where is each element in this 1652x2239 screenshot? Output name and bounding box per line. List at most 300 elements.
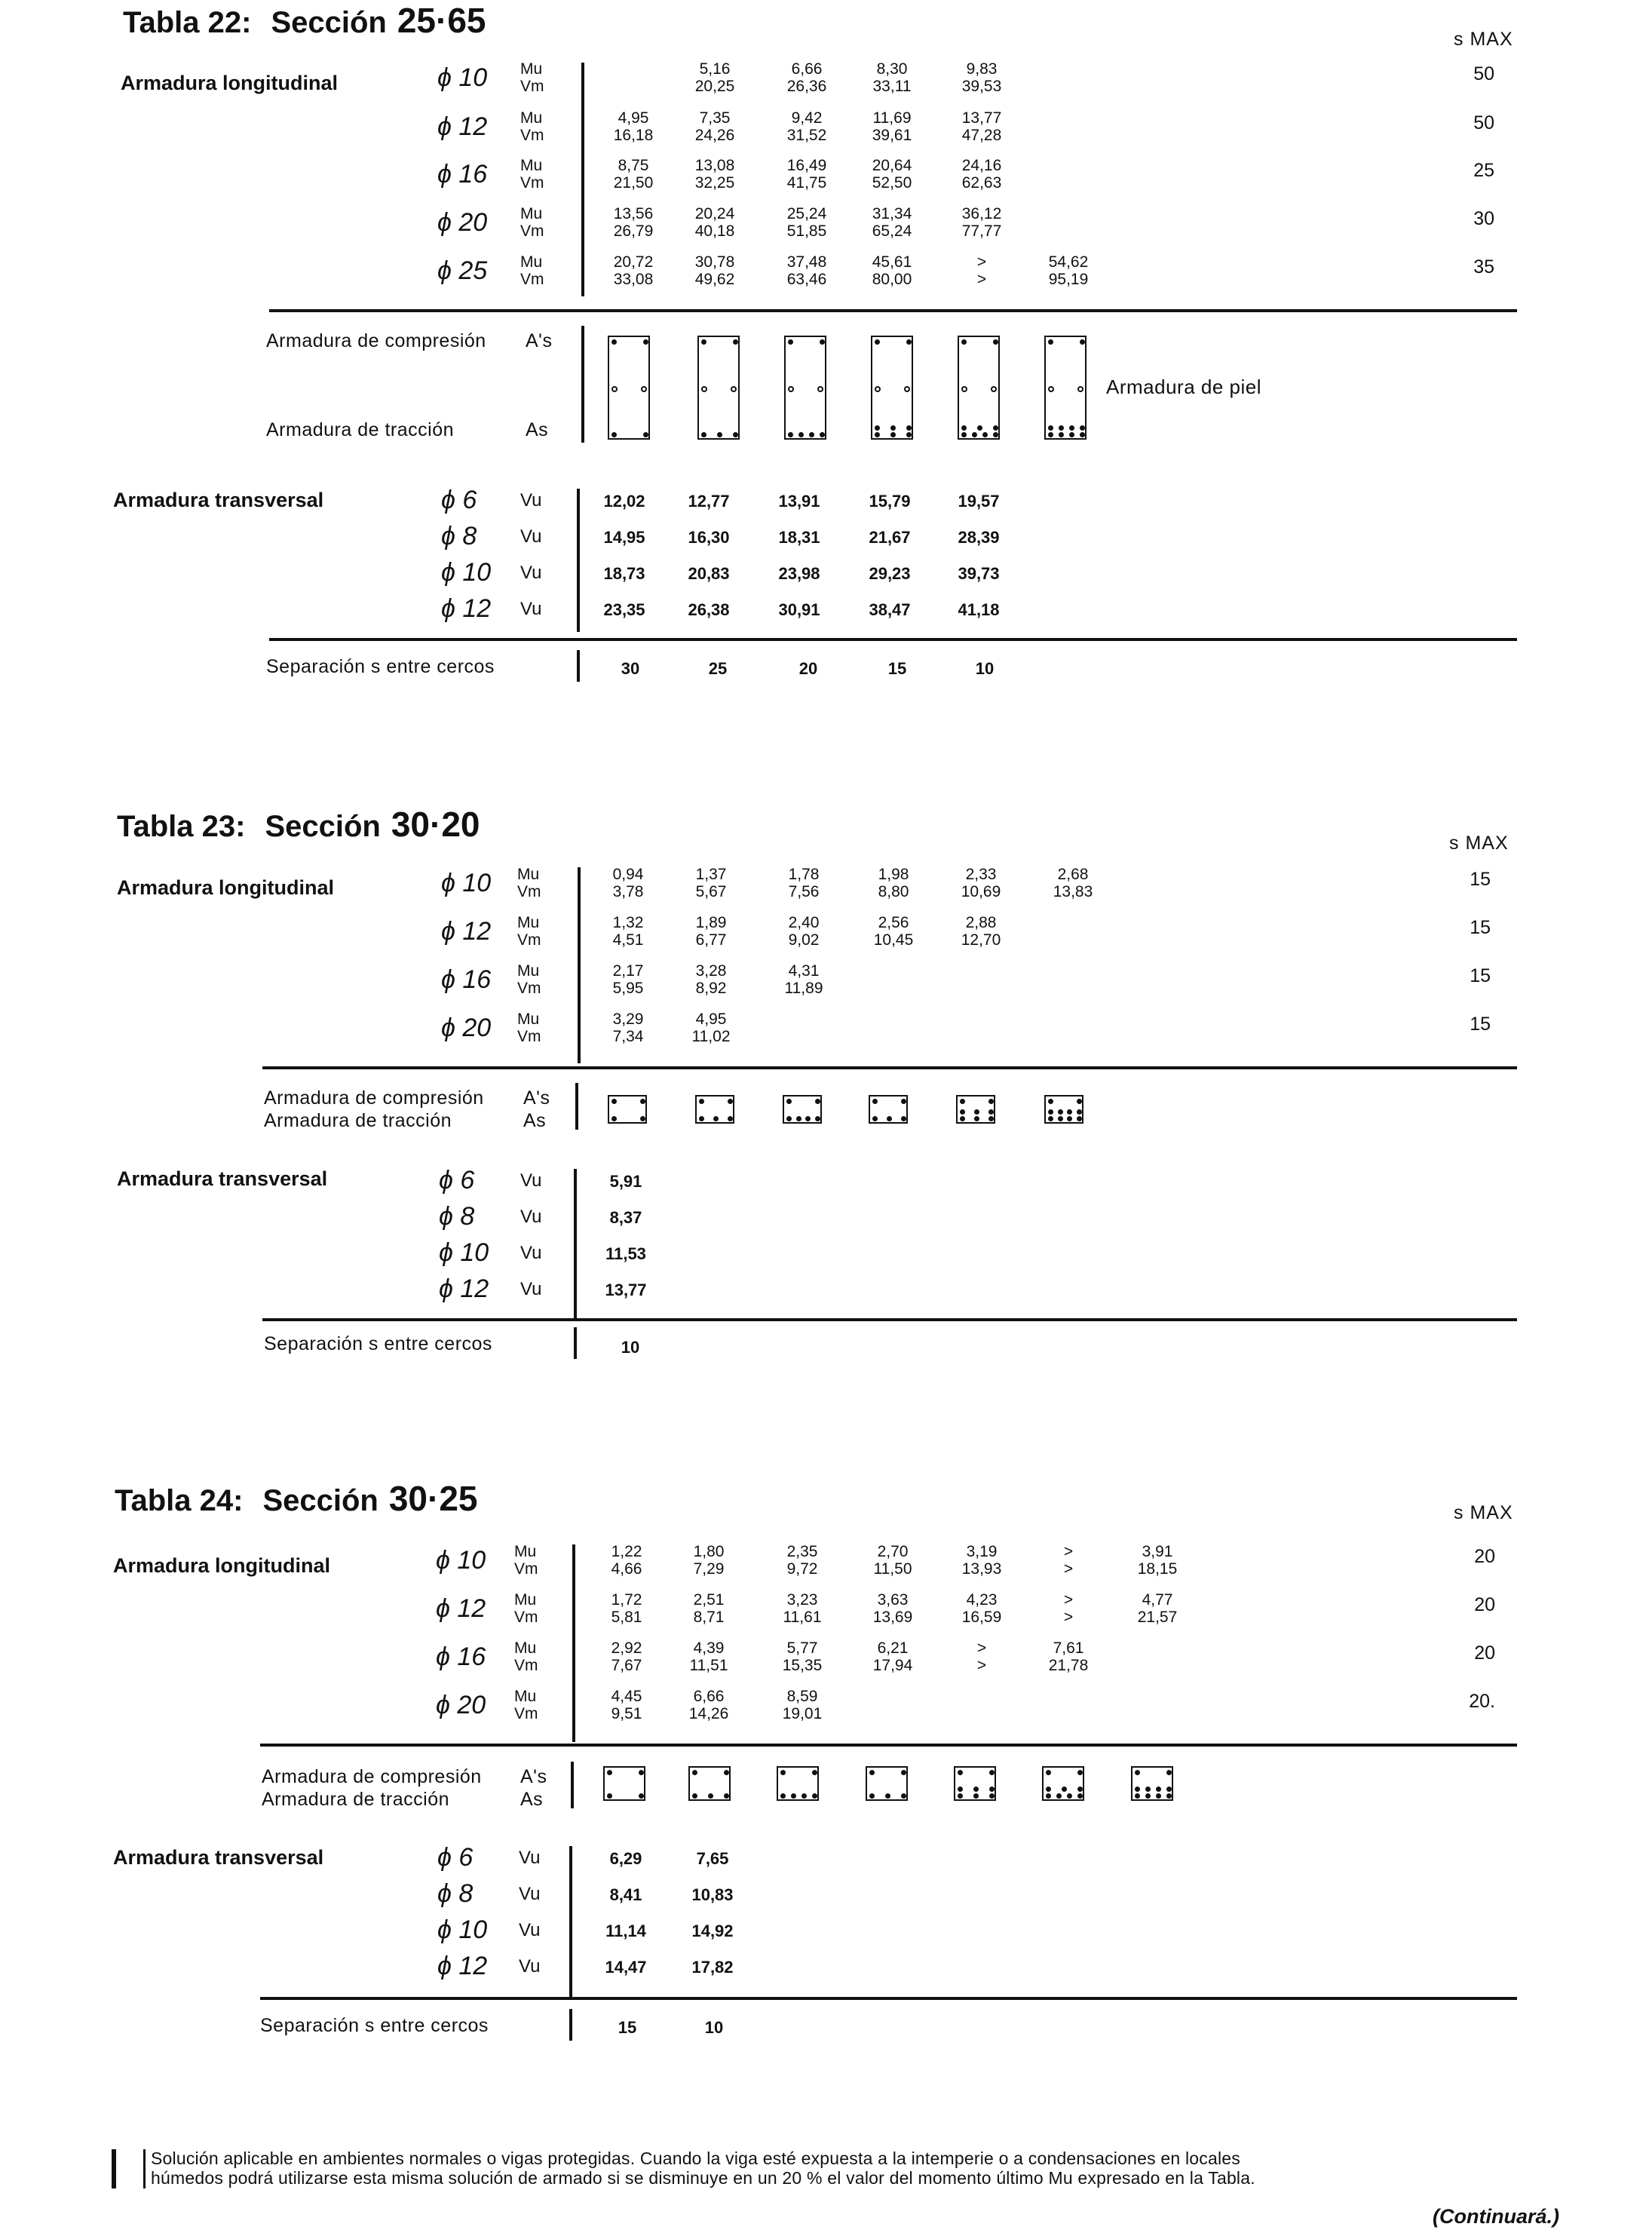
value-cell — [851, 205, 933, 240]
vm-value: 8,92 — [695, 980, 727, 997]
mu-value: 0,94 — [612, 866, 644, 883]
rebar-dot — [890, 432, 896, 437]
rebar-dot — [875, 339, 880, 345]
mu-label: Mu — [520, 60, 543, 78]
mu-value: 11,69 — [872, 109, 912, 127]
value-cell — [940, 109, 1023, 144]
rebar-dot — [1048, 1099, 1053, 1104]
vm-value: 11,51 — [689, 1657, 728, 1674]
horizontal-rule — [269, 638, 1517, 641]
vu-value: 30,91 — [778, 600, 820, 619]
table-number: Tabla 23: — [117, 810, 246, 843]
vu-label: Vu — [520, 526, 542, 547]
vu-value: 12,02 — [603, 492, 645, 511]
vm-value: 41,75 — [786, 174, 827, 192]
beam-section-diagram — [608, 336, 650, 440]
rebar-dot — [901, 1099, 906, 1104]
vu-label: Vu — [519, 1956, 541, 1977]
vm-value: 77,77 — [961, 222, 1002, 240]
rebar-dot — [993, 425, 998, 431]
rebar-dot — [872, 1116, 878, 1121]
section-dimensions: 30·25 — [388, 1479, 478, 1518]
value-cell — [1116, 1591, 1199, 1626]
mu-value: 5,16 — [699, 60, 731, 78]
rebar-dot — [820, 432, 825, 437]
vm-value: 4,51 — [612, 931, 644, 949]
vu-value: 15,79 — [869, 492, 911, 511]
mu-value: 25,24 — [786, 205, 827, 222]
diameter-label: ϕ 25 — [437, 256, 488, 285]
rebar-dot — [960, 1109, 965, 1115]
rebar-dot — [988, 1109, 994, 1115]
mu-value: 1,32 — [612, 914, 644, 931]
traction-label: Armadura de tracción — [264, 1110, 452, 1131]
vu-label: Vu — [520, 563, 542, 583]
vm-value: 32,25 — [694, 174, 735, 192]
table-23-title — [117, 804, 480, 845]
vm-value: 9,02 — [788, 931, 820, 949]
value-cell — [587, 914, 670, 949]
vm-label: Vm — [520, 222, 544, 240]
value-cell — [852, 866, 935, 900]
rebar-dot — [611, 1116, 617, 1121]
rebar-dot — [611, 432, 617, 437]
mu-value: 4,95 — [618, 109, 649, 127]
rebar-dot — [977, 425, 982, 431]
horizontal-rule — [260, 1997, 1517, 2000]
rebar-dot — [960, 1099, 965, 1104]
compression-label: Armadura de compresión — [264, 1087, 484, 1109]
rebar-dot — [731, 386, 737, 392]
footnote-bracket — [143, 2149, 146, 2188]
rebar-dot — [901, 1793, 906, 1799]
vm-label: Vm — [520, 78, 544, 95]
beam-section-diagram — [954, 1766, 996, 1801]
vm-value: 7,29 — [693, 1560, 725, 1578]
rebar-dot — [1166, 1770, 1172, 1775]
rebar-dot — [906, 425, 912, 431]
vu-value: 39,73 — [958, 564, 1000, 583]
vm-value: 47,28 — [961, 127, 1002, 144]
vm-value: 51,85 — [786, 222, 827, 240]
mu-label: Mu — [520, 205, 543, 222]
mu-value: 9,42 — [791, 109, 823, 127]
vm-value: 7,34 — [612, 1028, 644, 1045]
mu-vm-labels — [514, 1543, 538, 1578]
vu-value: 23,98 — [778, 564, 820, 583]
smax-value: 35 — [1473, 256, 1494, 278]
diameter-label: ϕ 16 — [441, 965, 492, 994]
mu-label: Mu — [517, 1011, 540, 1028]
mu-vm-labels — [520, 60, 544, 95]
mu-value: 1,22 — [611, 1543, 642, 1560]
mu-vm-labels — [520, 253, 544, 288]
value-cell — [940, 60, 1023, 95]
value-cell — [592, 109, 675, 144]
vm-value: 9,51 — [611, 1705, 642, 1722]
rebar-dot — [1135, 1793, 1140, 1799]
vm-value: 5,67 — [695, 883, 727, 900]
vm-value: 39,53 — [961, 78, 1002, 95]
mu-value: 3,23 — [786, 1591, 818, 1609]
mu-label: Mu — [517, 866, 540, 883]
mu-value: > — [1063, 1543, 1074, 1560]
footnote-bar — [112, 2149, 116, 2188]
rebar-dot — [805, 1116, 811, 1121]
rebar-dot — [1080, 339, 1085, 345]
mu-value: 2,33 — [965, 866, 997, 883]
traction-symbol: As — [520, 1789, 544, 1810]
vu-label: Vu — [520, 1170, 542, 1191]
vm-value: 33,11 — [872, 78, 912, 95]
vm-value: 11,50 — [873, 1560, 912, 1578]
vu-value: 14,92 — [691, 1922, 734, 1940]
vm-value: 49,62 — [694, 271, 735, 288]
vu-value: 7,65 — [696, 1849, 729, 1868]
rebar-dot — [1166, 1787, 1172, 1792]
diameter-label: ϕ 12 — [436, 1594, 486, 1623]
vm-label: Vm — [514, 1657, 538, 1674]
vm-value: 20,25 — [694, 78, 735, 95]
mu-value: 9,83 — [966, 60, 998, 78]
beam-section-diagram — [866, 1766, 908, 1801]
vu-label: Vu — [520, 1207, 542, 1227]
smax-value: 20. — [1469, 1691, 1495, 1712]
smax-value: 15 — [1470, 917, 1491, 938]
vu-value: 11,14 — [605, 1922, 646, 1940]
mu-value: 20,64 — [872, 157, 912, 174]
footnote-line-1: Solución aplicable en ambientes normales o vigas protegidas. Cuando la viga esté expuesta a la intemperie o a condensaciones en locales — [151, 2149, 1240, 2168]
diameter-label: ϕ 20 — [441, 1014, 492, 1042]
rebar-dot — [1046, 1787, 1051, 1792]
rebar-dot — [1166, 1793, 1172, 1799]
rebar-dot — [701, 339, 706, 345]
value-cell — [1027, 1591, 1110, 1626]
value-cell — [1027, 1543, 1110, 1578]
mu-value: 7,35 — [699, 109, 731, 127]
mu-label: Mu — [514, 1639, 537, 1657]
rebar-dot — [958, 1787, 963, 1792]
rebar-dot — [728, 1116, 733, 1121]
rebar-dot — [1145, 1793, 1151, 1799]
rebar-dot — [786, 1116, 792, 1121]
value-cell — [765, 205, 848, 240]
mu-vm-labels — [514, 1591, 538, 1626]
vu-value: 18,31 — [778, 528, 820, 547]
separation-value: 20 — [798, 659, 818, 678]
diameter-label: ϕ 12 — [439, 1274, 489, 1303]
vm-label: Vm — [520, 127, 544, 144]
rebar-dot — [961, 386, 967, 392]
rebar-dot — [961, 432, 967, 437]
section-word: Sección — [265, 810, 381, 843]
compression-symbol: A's — [523, 1087, 550, 1109]
vm-value: 62,63 — [961, 174, 1002, 192]
mu-vm-labels — [514, 1639, 538, 1674]
vu-label: Vu — [519, 1848, 541, 1868]
trans-label: Armadura transversal — [113, 1846, 324, 1869]
value-cell — [670, 962, 752, 997]
vertical-rule — [581, 326, 584, 443]
diameter-label: ϕ 16 — [436, 1642, 486, 1671]
value-cell — [667, 1688, 750, 1722]
compression-symbol: A's — [520, 1766, 547, 1787]
mu-value: 6,66 — [693, 1688, 725, 1705]
footnote-line-2: húmedos podrá utilizarse esta misma solución de armado si se disminuye en un 20 % el valor del momento último Mu expresado en la Tabla. — [151, 2168, 1255, 2188]
separation-value: 10 — [704, 2018, 724, 2037]
vu-value: 21,67 — [869, 528, 911, 547]
separation-value: 30 — [621, 659, 640, 678]
table-22-title — [123, 0, 486, 41]
vertical-rule — [575, 1083, 578, 1130]
vu-value: 14,47 — [605, 1958, 647, 1977]
beam-section-diagram — [958, 336, 1000, 440]
rebar-dot — [701, 432, 706, 437]
mu-label: Mu — [517, 914, 540, 931]
value-cell — [762, 962, 845, 997]
value-cell — [667, 1543, 750, 1578]
beam-section-diagram — [1044, 1095, 1083, 1124]
sep-label: Separación s entre cercos — [266, 656, 495, 677]
compression-label: Armadura de compresión — [262, 1766, 482, 1787]
mu-value: 4,95 — [695, 1011, 727, 1028]
rebar-dot — [639, 1793, 644, 1799]
rebar-dot — [993, 339, 998, 345]
rebar-dot — [611, 1099, 617, 1104]
rebar-dot — [1069, 432, 1074, 437]
vu-value: 12,77 — [688, 492, 730, 511]
vu-value: 18,73 — [603, 564, 645, 583]
diameter-label: ϕ 10 — [437, 63, 488, 92]
mu-value: 8,75 — [618, 157, 649, 174]
value-cell — [587, 1011, 670, 1045]
rebar-dot — [1077, 1099, 1082, 1104]
rebar-dot — [701, 386, 707, 392]
diameter-label: ϕ 12 — [441, 917, 492, 946]
vm-value: 19,01 — [782, 1705, 823, 1722]
vu-value: 5,91 — [609, 1172, 642, 1191]
vu-value: 17,82 — [691, 1958, 734, 1977]
mu-value: 13,77 — [961, 109, 1002, 127]
mu-value: 2,88 — [965, 914, 997, 931]
separation-value: 15 — [887, 659, 907, 678]
diameter-label: ϕ 6 — [437, 1843, 474, 1872]
value-cell — [585, 1639, 668, 1674]
vm-label: Vm — [517, 931, 541, 949]
rebar-dot — [1048, 425, 1053, 431]
section-word: Sección — [271, 6, 387, 39]
vm-value: 26,36 — [786, 78, 827, 95]
vu-label: Vu — [520, 1279, 542, 1299]
trans-label: Armadura transversal — [113, 489, 324, 511]
value-cell — [585, 1591, 668, 1626]
rebar-dot — [812, 1793, 817, 1799]
vu-value: 8,41 — [609, 1885, 642, 1904]
rebar-dot — [1046, 1770, 1051, 1775]
rebar-dot — [1135, 1770, 1140, 1775]
rebar-dot — [788, 432, 793, 437]
rebar-dot — [875, 432, 880, 437]
rebar-dot — [1048, 386, 1054, 392]
diameter-label: ϕ 6 — [441, 486, 477, 514]
skin-reinforcement-label: Armadura de piel — [1106, 376, 1261, 398]
beam-section-diagram — [784, 336, 826, 440]
vertical-rule — [574, 1169, 577, 1318]
value-cell — [673, 205, 756, 240]
mu-value: 30,78 — [694, 253, 735, 271]
mu-label: Mu — [514, 1688, 537, 1705]
smax-header: s MAX — [1449, 833, 1509, 854]
diameter-label: ϕ 10 — [436, 1546, 486, 1575]
value-cell — [587, 962, 670, 997]
vm-value: 95,19 — [1048, 271, 1089, 288]
mu-value: 3,63 — [877, 1591, 909, 1609]
diameter-label: ϕ 10 — [441, 869, 492, 897]
vm-value: 24,26 — [694, 127, 735, 144]
beam-section-diagram — [783, 1095, 822, 1124]
rebar-dot — [961, 339, 967, 345]
value-cell — [852, 914, 935, 949]
horizontal-rule — [262, 1318, 1517, 1321]
value-cell — [940, 1543, 1023, 1578]
compression-label: Armadura de compresión — [266, 330, 486, 351]
long-label: Armadura longitudinal — [117, 876, 335, 899]
vu-value: 26,38 — [688, 600, 730, 619]
value-cell — [851, 253, 933, 288]
value-cell — [765, 60, 848, 95]
value-cell — [670, 914, 752, 949]
rebar-dot — [993, 432, 998, 437]
vm-label: Vm — [520, 174, 544, 192]
mu-value: 2,35 — [786, 1543, 818, 1560]
rebar-dot — [641, 386, 647, 392]
traction-symbol: As — [523, 1110, 547, 1131]
mu-value: 1,80 — [693, 1543, 725, 1560]
horizontal-rule — [260, 1744, 1517, 1747]
mu-label: Mu — [517, 962, 540, 980]
rebar-dot — [1156, 1793, 1161, 1799]
smax-value: 25 — [1473, 160, 1494, 181]
vm-value: 11,61 — [783, 1609, 822, 1626]
mu-value: 13,56 — [613, 205, 654, 222]
vertical-rule — [578, 867, 581, 1063]
vm-value: 21,50 — [613, 174, 654, 192]
vm-label: Vm — [517, 980, 541, 997]
vu-value: 13,77 — [605, 1281, 647, 1299]
rebar-dot — [643, 432, 648, 437]
rebar-dot — [817, 386, 823, 392]
value-cell — [673, 157, 756, 192]
rebar-dot — [872, 1099, 878, 1104]
mu-value: 24,16 — [961, 157, 1002, 174]
rebar-dot — [1156, 1787, 1161, 1792]
mu-value: 8,30 — [876, 60, 908, 78]
value-cell — [940, 157, 1023, 192]
mu-vm-labels — [517, 962, 541, 997]
value-cell — [761, 1591, 844, 1626]
mu-value: 2,17 — [612, 962, 644, 980]
vm-value: 39,61 — [872, 127, 912, 144]
rebar-dot — [1046, 1793, 1051, 1799]
vm-value: 65,24 — [872, 222, 912, 240]
value-cell — [939, 914, 1022, 949]
mu-value: 2,92 — [611, 1639, 642, 1657]
value-cell — [851, 109, 933, 144]
rebar-dot — [901, 1116, 906, 1121]
mu-value: 5,77 — [786, 1639, 818, 1657]
rebar-dot — [798, 432, 804, 437]
mu-value: 2,68 — [1057, 866, 1089, 883]
rebar-dot — [796, 1116, 801, 1121]
rebar-dot — [1062, 1787, 1067, 1792]
vertical-rule — [577, 489, 580, 632]
vu-value: 10,83 — [691, 1885, 734, 1904]
rebar-dot — [728, 1099, 733, 1104]
traction-symbol: As — [526, 419, 549, 440]
rebar-dot — [887, 1116, 892, 1121]
mu-value: 3,19 — [966, 1543, 998, 1560]
value-cell — [851, 1591, 934, 1626]
vm-value: 7,67 — [611, 1657, 642, 1674]
rebar-dot — [989, 1787, 995, 1792]
rebar-dot — [780, 1770, 786, 1775]
rebar-dot — [699, 1116, 704, 1121]
vu-label: Vu — [519, 1920, 541, 1940]
mu-vm-labels — [517, 866, 541, 900]
vu-value: 38,47 — [869, 600, 911, 619]
vm-value: > — [1063, 1560, 1074, 1578]
value-cell — [939, 866, 1022, 900]
mu-value: 4,39 — [693, 1639, 725, 1657]
rebar-dot — [1135, 1787, 1140, 1792]
vu-value: 8,37 — [609, 1208, 642, 1227]
diameter-label: ϕ 16 — [437, 160, 488, 189]
rebar-dot — [815, 1116, 820, 1121]
vu-label: Vu — [520, 490, 542, 511]
rebar-dot — [1145, 1787, 1151, 1792]
value-cell — [670, 866, 752, 900]
smax-value: 15 — [1470, 869, 1491, 890]
rebar-dot — [639, 1770, 644, 1775]
rebar-dot — [1056, 1793, 1062, 1799]
vm-value: 3,78 — [612, 883, 644, 900]
mu-value: 13,08 — [694, 157, 735, 174]
mu-label: Mu — [520, 157, 543, 174]
diameter-label: ϕ 8 — [437, 1879, 474, 1908]
trans-label: Armadura transversal — [117, 1167, 328, 1190]
mu-value: 6,21 — [877, 1639, 909, 1657]
mu-label: Mu — [520, 253, 543, 271]
rebar-dot — [820, 339, 825, 345]
mu-value: > — [976, 253, 987, 271]
rebar-dot — [713, 1116, 719, 1121]
rebar-dot — [699, 1099, 704, 1104]
rebar-dot — [989, 1793, 995, 1799]
beam-section-diagram — [1044, 336, 1087, 440]
value-cell — [851, 1543, 934, 1578]
value-cell — [765, 157, 848, 192]
value-cell — [592, 253, 675, 288]
vm-value: 10,69 — [961, 883, 1001, 900]
rebar-dot — [1048, 432, 1053, 437]
vm-value: > — [976, 271, 987, 288]
value-cell — [940, 205, 1023, 240]
separation-value: 25 — [708, 659, 728, 678]
beam-section-diagram — [956, 1095, 995, 1124]
beam-section-diagram — [777, 1766, 819, 1801]
vm-label: Vm — [517, 883, 541, 900]
rebar-dot — [1077, 1787, 1083, 1792]
